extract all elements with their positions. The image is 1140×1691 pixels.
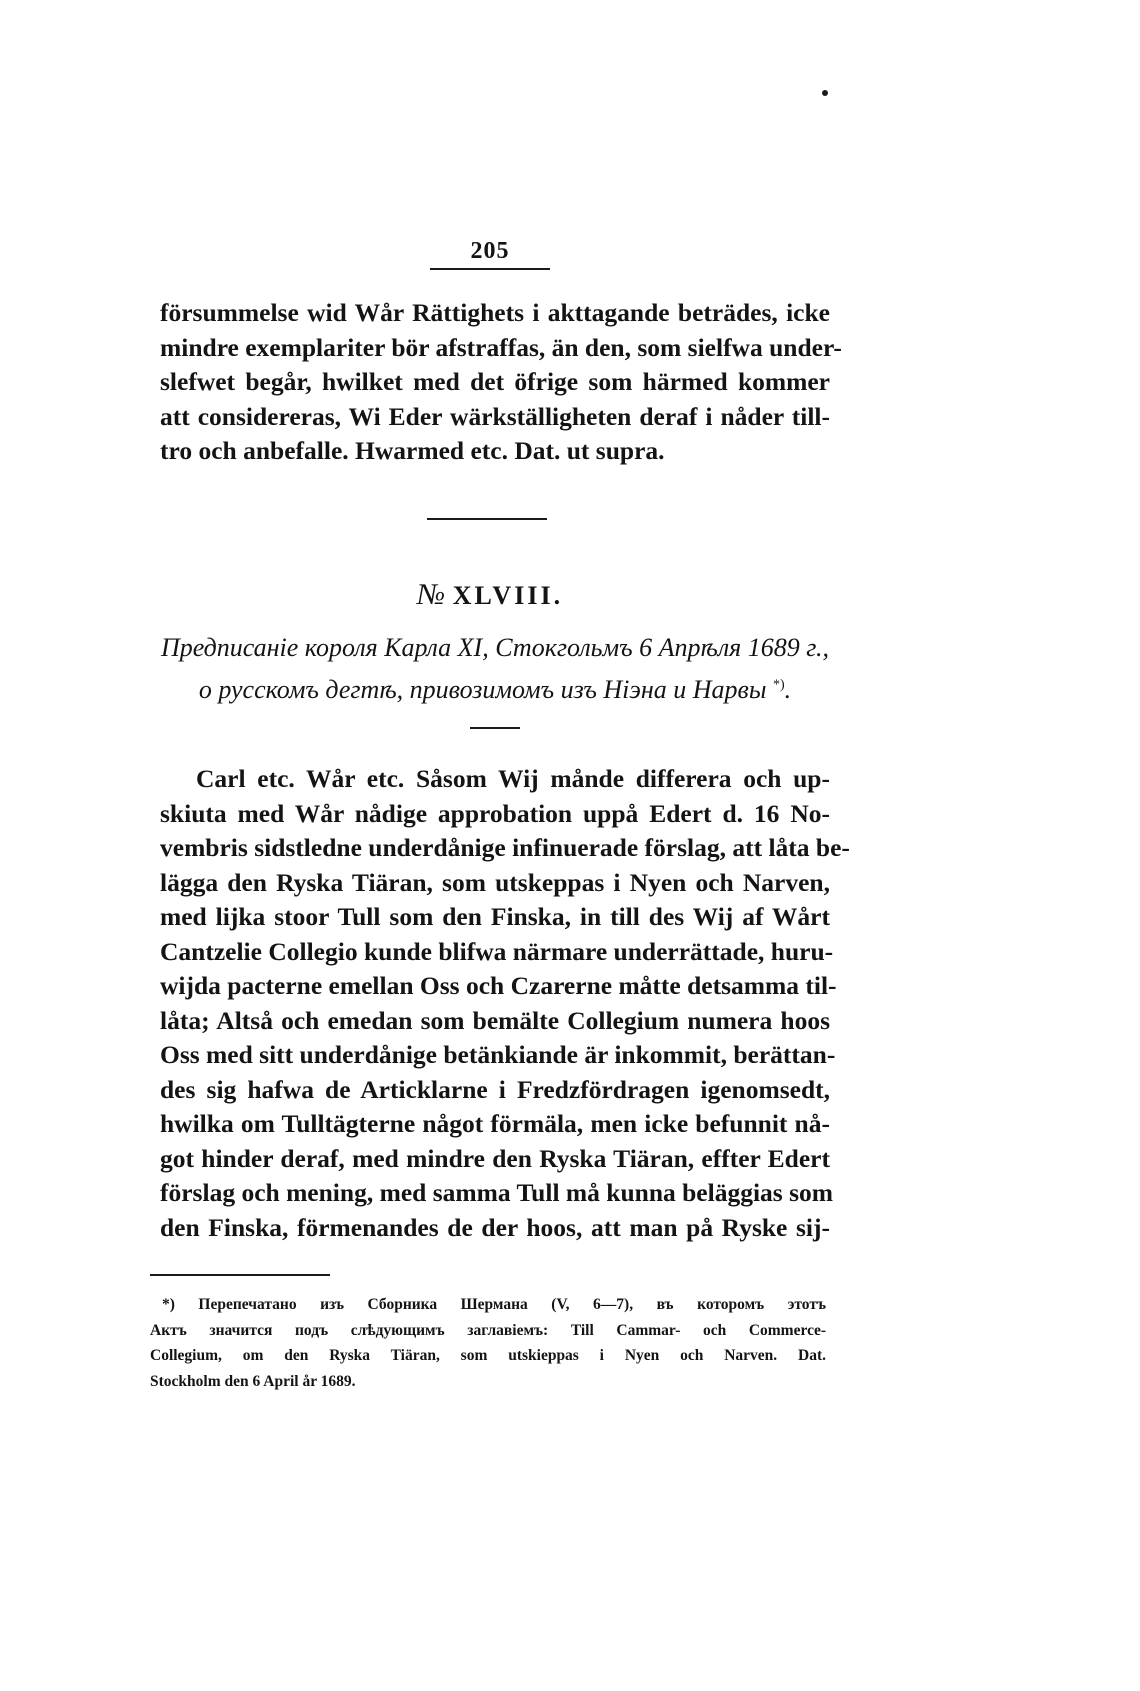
top-paragraph-line: slefwet begår, hwilket med det öfrige som härmed kommer [160,367,830,396]
footnote-line: Актъ значится подъ слѣдующимъ заглавiемъ: Till Cammar- och Commerce- [150,1321,826,1339]
top-paragraph-line: mindre exemplariter bör afstraffas, än den, som sielfwa under- [160,332,842,362]
main-paragraph-line: wijda pacterne emellan Oss och Czarerne måtte detsamma til- [160,971,837,1000]
main-paragraph-line: Oss med sitt underdånige betänkiande är inkommit, berättan- [160,1040,836,1069]
footnote-line: Collegium, om den Ryska Tiäran, som utskieppas i Nyen och Narven. Dat. [150,1347,826,1364]
main-paragraph-line: Cantzelie Collegio kunde blifwa närmare underrättade, huru- [160,936,834,966]
title-divider [470,727,520,729]
main-paragraph-line: des sig hafwa de Articklarne i Fredzfördragen igenomsedt, [160,1074,830,1104]
ink-speck [822,90,828,96]
main-paragraph-line: Carl etc. Wår etc. Såsom Wij månde differera och up- [196,764,830,793]
main-paragraph-line: den Finska, förmenandes de der hoos, att man på Ryske sij- [160,1212,830,1242]
page-number: 205 [470,238,510,264]
main-paragraph-line: vembris sidstledne underdånige infinuerade förslag, att låta be- [160,833,850,862]
top-paragraph-line: försummelse wid Wår Rättighets i akttagande beträdes, icke [160,298,830,327]
main-paragraph-line: låta; Altså och emedan som bemälte Collegium numera hoos [160,1005,830,1035]
top-paragraph [160,296,842,469]
footnote-rule [150,1274,330,1276]
footnote-line: Stockholm den 6 April år 1689. [150,1372,356,1390]
footnote [150,1292,826,1394]
main-paragraph-line: hwilka om Tulltägterne något förmäla, men icke befunnit nå- [160,1109,830,1138]
number-sign: № [416,578,446,611]
page-number-underline [430,268,550,270]
main-paragraph-line: got hinder deraf, med mindre den Ryska Tiäran, effter Edert [160,1143,830,1173]
document-title-line-1: Предписанie короля Карла XI, Стокгольмъ 6 Апрѣля 1689 г., [160,633,830,662]
top-paragraph-line: att considereras, Wi Eder wärkställigheten deraf i nåder till- [160,401,830,431]
top-paragraph-line: tro och anbefalle. Hwarmed etc. Dat. ut supra. [160,436,665,465]
document-number [360,578,620,612]
main-paragraph-line: skiuta med Wår nådige approbation uppå Edert d. 16 No- [160,798,830,828]
document-title-line-2-text: о русскомъ дегтѣ, привозимомъ изъ Нiэна и Нарвы [198,675,767,704]
main-paragraph-line: med lijka stoor Tull som den Finska, in till des Wij af Wårt [160,902,830,931]
section-divider [427,518,547,520]
document-title-line-2: о русскомъ дегтѣ, привозимомъ изъ Нiэна и Нарвы *). [198,675,792,704]
footnote-marker: *) [772,677,785,693]
document-roman-numeral: XLVIII. [452,581,564,610]
main-paragraph-line: lägga den Ryska Tiäran, som utskeppas i Nyen och Narven, [160,867,830,897]
main-paragraph [160,762,850,1245]
footnote-line: *) Перепечатано изъ Сборника Шерманa (V, 6—7), въ которомъ этотъ [162,1296,826,1313]
main-paragraph-line: förslag och mening, med samma Tull må kunna beläggias som [160,1178,834,1207]
